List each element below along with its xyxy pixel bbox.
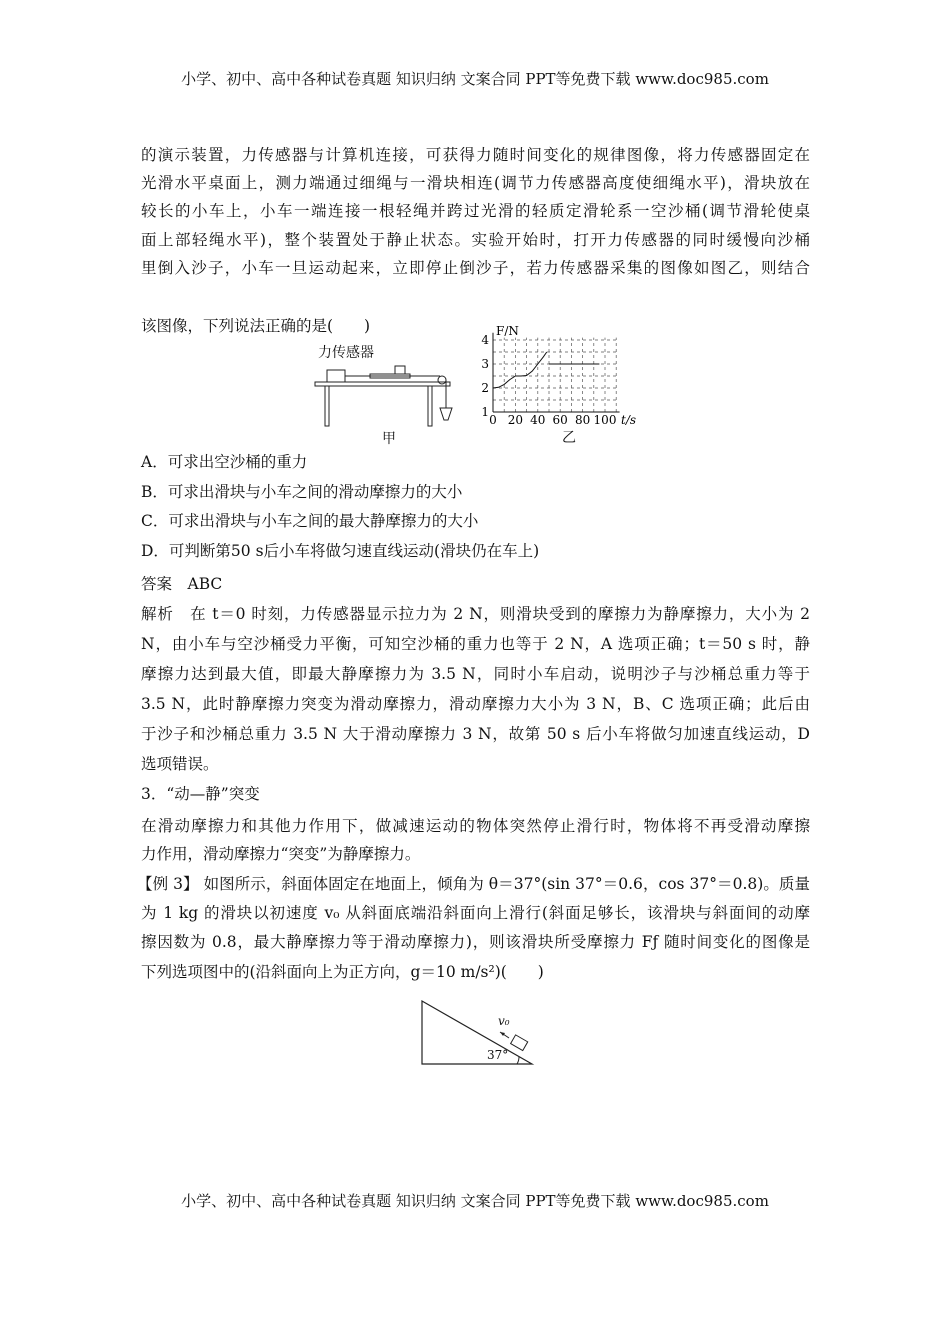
text-line: 面上部轻绳水平)，整个装置处于静止状态。实验开始时，打开力传感器的同时缓慢向沙桶 [141,231,810,249]
answer: 答案 ABC [141,575,223,593]
text-line: 于沙子和沙桶总重力 3.5 N 大于滑动摩擦力 3 N，故第 50 s 后小车将做匀加速直线运动，D [141,725,810,743]
y-tick-label: 1 [481,405,489,419]
text-line: 下列选项图中的(沿斜面向上为正方向，g＝10 m/s²)( ) [141,963,544,981]
figure-apparatus [310,338,470,448]
y-tick-label: 3 [481,357,489,371]
series-line-static [493,352,547,388]
option-d: D．可判断第50 s后小车将做匀速直线运动(滑块仍在车上) [141,542,540,560]
option-b: B．可求出滑块与小车之间的滑动摩擦力的大小 [141,483,463,501]
figure-caption: 甲 [382,431,396,447]
page-footer: 小学、初中、高中各种试卷真题 知识归纳 文案合同 PPT等免费下载 www.doc985.com [181,1192,769,1210]
option-a: A．可求出空沙桶的重力 [141,453,308,471]
text-line: 里倒入沙子，小车一旦运动起来，立即停止倒沙子，若力传感器采集的图像如图乙，则结合 [141,259,810,277]
text-line: 【例 3】 如图所示，斜面体固定在地面上，倾角为 θ＝37°(sin 37°＝0.6，cos 37°＝0.8)。质量 [137,875,810,893]
x-tick-label: 60 [552,413,568,427]
sensor-label: 力传感器 [318,345,374,361]
section-heading: 3．“动—静”突变 [141,785,260,803]
text-line: 解析 在 t＝0 时刻，力传感器显示拉力为 2 N，则滑块受到的摩擦力为静摩擦力，大小为 2 [141,605,810,623]
text-line: 摩擦力达到最大值，即最大静摩擦力为 3.5 N，同时小车启动，说明沙子与沙桶总重力等于 [141,665,810,683]
figure-incline [415,995,535,1070]
text-line: 在滑动摩擦力和其他力作用下，做减速运动的物体突然停止滑行时，物体将不再受滑动摩擦 [141,817,810,835]
x-tick-label: 40 [530,413,546,427]
text-line: 为 1 kg 的滑块以初速度 v₀ 从斜面底端沿斜面向上滑行(斜面足够长，该滑块与斜面间的动摩 [141,904,810,922]
chart-caption: 乙 [562,430,576,446]
x-tick-label: 80 [574,413,591,427]
force-time-chart [470,324,670,428]
x-tick-label: 0 [489,413,497,427]
x-axis-label: t/s [621,413,637,427]
text-line: 力作用，滑动摩擦力“突变”为静摩擦力。 [141,845,421,863]
x-tick-label: 20 [507,413,524,427]
text-line: 擦因数为 0.8，最大静摩擦力等于滑动摩擦力)，则该滑块所受摩擦力 Fƒ 随时间变化的图像是 [141,933,810,951]
text-line: 的演示装置，力传感器与计算机连接，可获得力随时间变化的规律图像，将力传感器固定在 [141,146,810,164]
text-line: 该图像，下列说法正确的是( ) [141,317,371,335]
angle-label: 37° [487,1048,509,1062]
incline-drawing [415,995,535,1070]
velocity-label: v₀ [498,1014,510,1028]
y-axis-label: F/N [496,324,519,338]
page-header: 小学、初中、高中各种试卷真题 知识归纳 文案合同 PPT等免费下载 www.doc985.com [181,70,769,88]
text-line: 光滑水平桌面上，测力端通过细绳与一滑块相连(调节力传感器高度使细绳水平)，滑块放在 [141,174,810,192]
text-line: 3.5 N，此时静摩擦力突变为滑动摩擦力，滑动摩擦力大小为 3 N，B、C 选项正确；此后由 [141,695,810,713]
x-tick-label: 100 [593,413,617,427]
y-tick-label: 4 [481,333,489,347]
text-line: 选项错误。 [141,755,219,773]
text-line: 较长的小车上，小车一端连接一根轻绳并跨过光滑的轻质定滑轮系一空沙桶(调节滑轮使桌 [141,202,810,220]
text-line: N，由小车与空沙桶受力平衡，可知空沙桶的重力也等于 2 N，A 选项正确；t＝50 s 时，静 [141,635,810,653]
option-c: C．可求出滑块与小车之间的最大静摩擦力的大小 [141,512,479,530]
y-tick-label: 2 [481,381,489,395]
figure-force-chart [470,324,670,448]
